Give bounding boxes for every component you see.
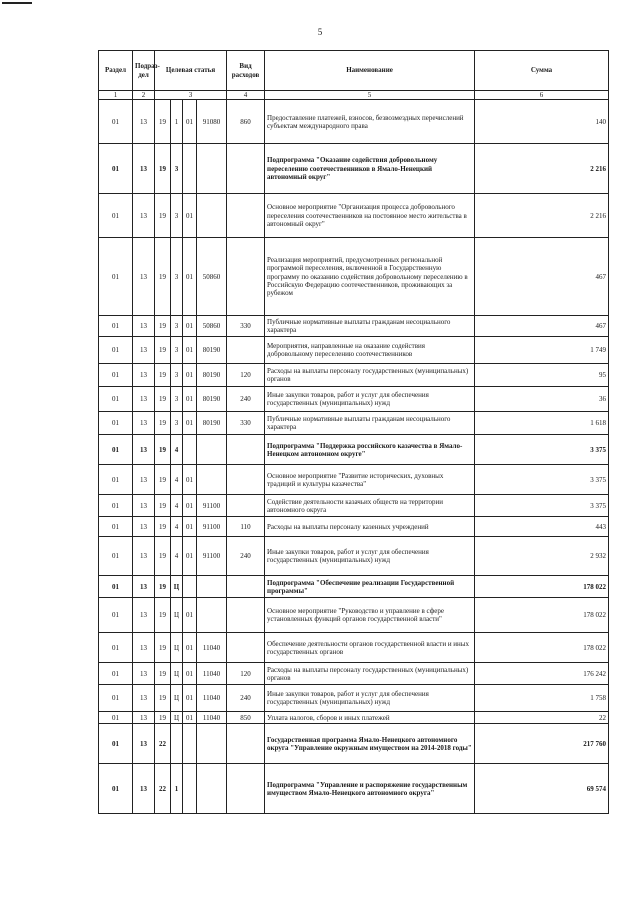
- podrazdel-cell: 13: [133, 465, 155, 495]
- target-part3-cell: 01: [183, 100, 197, 144]
- target-part3-cell: 01: [183, 465, 197, 495]
- target-part1-cell: 22: [155, 724, 171, 764]
- target-part2-cell: 1: [171, 764, 183, 814]
- name-cell: Содействие деятельности казачьих обществ на территории автономного округа: [265, 495, 475, 517]
- vid-cell: 330: [227, 412, 265, 435]
- razdel-cell: 01: [99, 712, 133, 724]
- sum-cell: 443: [475, 517, 609, 537]
- target-part3-cell: 01: [183, 364, 197, 387]
- table-row: [99, 238, 609, 316]
- target-part3-cell: 01: [183, 495, 197, 517]
- target-part2-cell: 3: [171, 144, 183, 194]
- table-body: [99, 100, 609, 814]
- sum-cell: 176 242: [475, 663, 609, 685]
- table-row: [99, 144, 609, 194]
- sum-cell: 1 749: [475, 337, 609, 364]
- podrazdel-cell: 13: [133, 316, 155, 337]
- podrazdel-cell: 13: [133, 337, 155, 364]
- name-cell: Публичные нормативные выплаты гражданам несоциального характера: [265, 316, 475, 337]
- target-part1-cell: 19: [155, 194, 171, 238]
- column-number: 5: [265, 91, 475, 100]
- target-part1-cell: 19: [155, 100, 171, 144]
- sum-cell: 178 022: [475, 576, 609, 598]
- sum-cell: 178 022: [475, 598, 609, 633]
- target-part2-cell: Ц: [171, 633, 183, 663]
- vid-cell: [227, 764, 265, 814]
- podrazdel-cell: 13: [133, 100, 155, 144]
- podrazdel-cell: 13: [133, 412, 155, 435]
- target-part3-cell: 01: [183, 712, 197, 724]
- razdel-cell: 01: [99, 724, 133, 764]
- col-header-name: Наименование: [265, 51, 475, 91]
- target-code-cell: 11040: [197, 633, 227, 663]
- razdel-cell: 01: [99, 316, 133, 337]
- target-part3-cell: 01: [183, 598, 197, 633]
- table-row: [99, 495, 609, 517]
- target-part1-cell: 19: [155, 412, 171, 435]
- table-row: [99, 712, 609, 724]
- target-part2-cell: Ц: [171, 598, 183, 633]
- vid-cell: [227, 238, 265, 316]
- header-row: [99, 51, 609, 91]
- sum-cell: 1 758: [475, 685, 609, 712]
- name-cell: Основное мероприятие "Руководство и управление в сфере установленных функций органов государственной власти": [265, 598, 475, 633]
- sum-cell: 178 022: [475, 633, 609, 663]
- page-number: 5: [317, 27, 323, 37]
- razdel-cell: 01: [99, 412, 133, 435]
- sum-cell: 467: [475, 316, 609, 337]
- target-part1-cell: 19: [155, 712, 171, 724]
- target-part1-cell: 19: [155, 387, 171, 412]
- target-part2-cell: 3: [171, 238, 183, 316]
- target-part3-cell: 01: [183, 412, 197, 435]
- podrazdel-cell: 13: [133, 435, 155, 465]
- target-code-cell: 80190: [197, 337, 227, 364]
- podrazdel-cell: 13: [133, 364, 155, 387]
- target-part2-cell: 4: [171, 537, 183, 576]
- table-row: [99, 337, 609, 364]
- vid-cell: 120: [227, 364, 265, 387]
- target-part3-cell: 01: [183, 238, 197, 316]
- razdel-cell: 01: [99, 144, 133, 194]
- table-row: [99, 663, 609, 685]
- razdel-cell: 01: [99, 764, 133, 814]
- vid-cell: 850: [227, 712, 265, 724]
- target-part1-cell: 19: [155, 495, 171, 517]
- podrazdel-cell: 13: [133, 495, 155, 517]
- target-part2-cell: 4: [171, 465, 183, 495]
- vid-cell: [227, 633, 265, 663]
- table-row: [99, 764, 609, 814]
- vid-cell: [227, 598, 265, 633]
- target-code-cell: 11040: [197, 712, 227, 724]
- target-code-cell: 80190: [197, 412, 227, 435]
- col-header-razdel: Раздел: [99, 51, 133, 91]
- sum-cell: 2 216: [475, 144, 609, 194]
- target-part1-cell: 19: [155, 364, 171, 387]
- sum-cell: 217 760: [475, 724, 609, 764]
- razdel-cell: 01: [99, 465, 133, 495]
- table-row: [99, 316, 609, 337]
- target-part1-cell: 19: [155, 633, 171, 663]
- sum-cell: 3 375: [475, 435, 609, 465]
- podrazdel-cell: 13: [133, 633, 155, 663]
- razdel-cell: 01: [99, 238, 133, 316]
- podrazdel-cell: 13: [133, 764, 155, 814]
- col-header-podrazdel: Подраз-дел: [133, 51, 155, 91]
- target-part1-cell: 19: [155, 517, 171, 537]
- vid-cell: 240: [227, 387, 265, 412]
- razdel-cell: 01: [99, 100, 133, 144]
- target-part2-cell: 4: [171, 517, 183, 537]
- razdel-cell: 01: [99, 495, 133, 517]
- target-code-cell: 91080: [197, 100, 227, 144]
- target-part2-cell: Ц: [171, 685, 183, 712]
- target-part2-cell: 3: [171, 364, 183, 387]
- sum-cell: 2 932: [475, 537, 609, 576]
- target-part1-cell: 19: [155, 465, 171, 495]
- target-part3-cell: 01: [183, 387, 197, 412]
- target-code-cell: [197, 435, 227, 465]
- vid-cell: [227, 144, 265, 194]
- target-code-cell: [197, 724, 227, 764]
- target-part2-cell: 3: [171, 194, 183, 238]
- vid-cell: 240: [227, 537, 265, 576]
- name-cell: Основное мероприятие "Организация процесса добровольного переселения соотечественников на постоянное место жительства в автономный округ": [265, 194, 475, 238]
- table-row: [99, 194, 609, 238]
- target-code-cell: 50860: [197, 316, 227, 337]
- name-cell: Расходы на выплаты персоналу государственных (муниципальных) органов: [265, 364, 475, 387]
- target-part2-cell: 3: [171, 337, 183, 364]
- target-part1-cell: 19: [155, 337, 171, 364]
- table-row: [99, 576, 609, 598]
- table-row: [99, 598, 609, 633]
- target-part2-cell: 1: [171, 100, 183, 144]
- sum-cell: 3 375: [475, 495, 609, 517]
- col-header-target: Целевая статья: [155, 51, 227, 91]
- target-part1-cell: 19: [155, 598, 171, 633]
- corner-mark: [2, 2, 32, 4]
- name-cell: Предоставление платежей, взносов, безвозмездных перечислений субъектам международного права: [265, 100, 475, 144]
- name-cell: Подпрограмма "Поддержка российского казачества в Ямало-Ненецком автономном округе": [265, 435, 475, 465]
- target-code-cell: 11040: [197, 685, 227, 712]
- budget-table: [98, 50, 609, 814]
- vid-cell: [227, 337, 265, 364]
- table-row: [99, 100, 609, 144]
- name-cell: Реализация мероприятий, предусмотренных региональной программой переселения, включенной в Государственную программу по оказанию содействия добровольному переселению в Российскую Федерацию соотечественников, проживающих за рубежом: [265, 238, 475, 316]
- razdel-cell: 01: [99, 633, 133, 663]
- target-code-cell: 11040: [197, 663, 227, 685]
- vid-cell: 120: [227, 663, 265, 685]
- podrazdel-cell: 13: [133, 517, 155, 537]
- podrazdel-cell: 13: [133, 537, 155, 576]
- razdel-cell: 01: [99, 435, 133, 465]
- table-row: [99, 435, 609, 465]
- razdel-cell: 01: [99, 598, 133, 633]
- table-row: [99, 633, 609, 663]
- podrazdel-cell: 13: [133, 576, 155, 598]
- table-row: [99, 465, 609, 495]
- target-part2-cell: [171, 724, 183, 764]
- target-code-cell: [197, 144, 227, 194]
- name-cell: Расходы на выплаты персоналу государственных (муниципальных) органов: [265, 663, 475, 685]
- table-row: [99, 537, 609, 576]
- target-code-cell: [197, 465, 227, 495]
- table-row: [99, 364, 609, 387]
- vid-cell: 240: [227, 685, 265, 712]
- target-part2-cell: Ц: [171, 712, 183, 724]
- target-part1-cell: 19: [155, 685, 171, 712]
- name-cell: Обеспечение деятельности органов государственной власти и иных государственных органов: [265, 633, 475, 663]
- target-code-cell: 91100: [197, 495, 227, 517]
- col-header-vid: Вид расходов: [227, 51, 265, 91]
- vid-cell: [227, 194, 265, 238]
- table-row: [99, 517, 609, 537]
- target-part1-cell: 19: [155, 663, 171, 685]
- name-cell: Расходы на выплаты персоналу казенных учреждений: [265, 517, 475, 537]
- target-part3-cell: 01: [183, 663, 197, 685]
- target-part3-cell: [183, 576, 197, 598]
- podrazdel-cell: 13: [133, 598, 155, 633]
- name-cell: Основное мероприятие "Развитие исторических, духовных традиций и культуры казачества": [265, 465, 475, 495]
- target-code-cell: 50860: [197, 238, 227, 316]
- target-part3-cell: 01: [183, 316, 197, 337]
- target-part1-cell: 22: [155, 764, 171, 814]
- name-cell: Иные закупки товаров, работ и услуг для обеспечения государственных (муниципальных) нужд: [265, 387, 475, 412]
- sum-cell: 69 574: [475, 764, 609, 814]
- target-part2-cell: 3: [171, 387, 183, 412]
- name-cell: Уплата налогов, сборов и иных платежей: [265, 712, 475, 724]
- podrazdel-cell: 13: [133, 724, 155, 764]
- column-number-row: [99, 91, 609, 100]
- target-part3-cell: 01: [183, 517, 197, 537]
- target-part1-cell: 19: [155, 316, 171, 337]
- target-part3-cell: 01: [183, 537, 197, 576]
- table-row: [99, 685, 609, 712]
- target-part3-cell: 01: [183, 194, 197, 238]
- target-code-cell: [197, 598, 227, 633]
- vid-cell: 330: [227, 316, 265, 337]
- target-part1-cell: 19: [155, 238, 171, 316]
- sum-cell: 36: [475, 387, 609, 412]
- target-code-cell: [197, 576, 227, 598]
- vid-cell: [227, 724, 265, 764]
- target-part2-cell: Ц: [171, 663, 183, 685]
- podrazdel-cell: 13: [133, 238, 155, 316]
- name-cell: Государственная программа Ямало-Ненецкого автономного округа "Управление окружным имуществом на 2014-2018 годы": [265, 724, 475, 764]
- target-part2-cell: 4: [171, 495, 183, 517]
- razdel-cell: 01: [99, 517, 133, 537]
- target-part3-cell: 01: [183, 685, 197, 712]
- vid-cell: [227, 465, 265, 495]
- target-part1-cell: 19: [155, 144, 171, 194]
- razdel-cell: 01: [99, 387, 133, 412]
- column-number: 6: [475, 91, 609, 100]
- column-number: 1: [99, 91, 133, 100]
- podrazdel-cell: 13: [133, 685, 155, 712]
- target-part1-cell: 19: [155, 435, 171, 465]
- table-row: [99, 387, 609, 412]
- column-number: 3: [155, 91, 227, 100]
- name-cell: Мероприятия, направленные на оказание содействия добровольному переселению соотечественников: [265, 337, 475, 364]
- podrazdel-cell: 13: [133, 712, 155, 724]
- vid-cell: [227, 576, 265, 598]
- sum-cell: 467: [475, 238, 609, 316]
- column-number: 2: [133, 91, 155, 100]
- target-part2-cell: Ц: [171, 576, 183, 598]
- razdel-cell: 01: [99, 194, 133, 238]
- column-number: 4: [227, 91, 265, 100]
- table-row: [99, 412, 609, 435]
- podrazdel-cell: 13: [133, 387, 155, 412]
- target-code-cell: 80190: [197, 364, 227, 387]
- target-part2-cell: 4: [171, 435, 183, 465]
- razdel-cell: 01: [99, 685, 133, 712]
- razdel-cell: 01: [99, 576, 133, 598]
- vid-cell: [227, 495, 265, 517]
- target-code-cell: 91100: [197, 537, 227, 576]
- target-part3-cell: [183, 764, 197, 814]
- vid-cell: 110: [227, 517, 265, 537]
- sum-cell: 2 216: [475, 194, 609, 238]
- sum-cell: 1 618: [475, 412, 609, 435]
- razdel-cell: 01: [99, 537, 133, 576]
- target-part1-cell: 19: [155, 576, 171, 598]
- target-part3-cell: 01: [183, 337, 197, 364]
- target-part3-cell: 01: [183, 633, 197, 663]
- target-code-cell: 91100: [197, 517, 227, 537]
- target-part3-cell: [183, 435, 197, 465]
- razdel-cell: 01: [99, 364, 133, 387]
- name-cell: Подпрограмма "Оказание содействия добровольному переселению соотечественников в Ямало-Ненецкий автономный округ": [265, 144, 475, 194]
- name-cell: Подпрограмма "Обеспечение реализации Государственной программы": [265, 576, 475, 598]
- sum-cell: 95: [475, 364, 609, 387]
- name-cell: Иные закупки товаров, работ и услуг для обеспечения государственных (муниципальных) нужд: [265, 685, 475, 712]
- sum-cell: 22: [475, 712, 609, 724]
- table-row: [99, 724, 609, 764]
- sum-cell: 3 375: [475, 465, 609, 495]
- name-cell: Иные закупки товаров, работ и услуг для обеспечения государственных (муниципальных) нужд: [265, 537, 475, 576]
- razdel-cell: 01: [99, 663, 133, 685]
- razdel-cell: 01: [99, 337, 133, 364]
- podrazdel-cell: 13: [133, 144, 155, 194]
- podrazdel-cell: 13: [133, 663, 155, 685]
- target-code-cell: [197, 764, 227, 814]
- name-cell: Публичные нормативные выплаты гражданам несоциального характера: [265, 412, 475, 435]
- target-part2-cell: 3: [171, 316, 183, 337]
- target-code-cell: [197, 194, 227, 238]
- col-header-sum: Сумма: [475, 51, 609, 91]
- sum-cell: 140: [475, 100, 609, 144]
- vid-cell: 860: [227, 100, 265, 144]
- target-part3-cell: [183, 724, 197, 764]
- target-code-cell: 80190: [197, 387, 227, 412]
- podrazdel-cell: 13: [133, 194, 155, 238]
- target-part2-cell: 3: [171, 412, 183, 435]
- name-cell: Подпрограмма "Управление и распоряжение государственным имуществом Ямало-Ненецкого автономного округа": [265, 764, 475, 814]
- target-part3-cell: [183, 144, 197, 194]
- target-part1-cell: 19: [155, 537, 171, 576]
- vid-cell: [227, 435, 265, 465]
